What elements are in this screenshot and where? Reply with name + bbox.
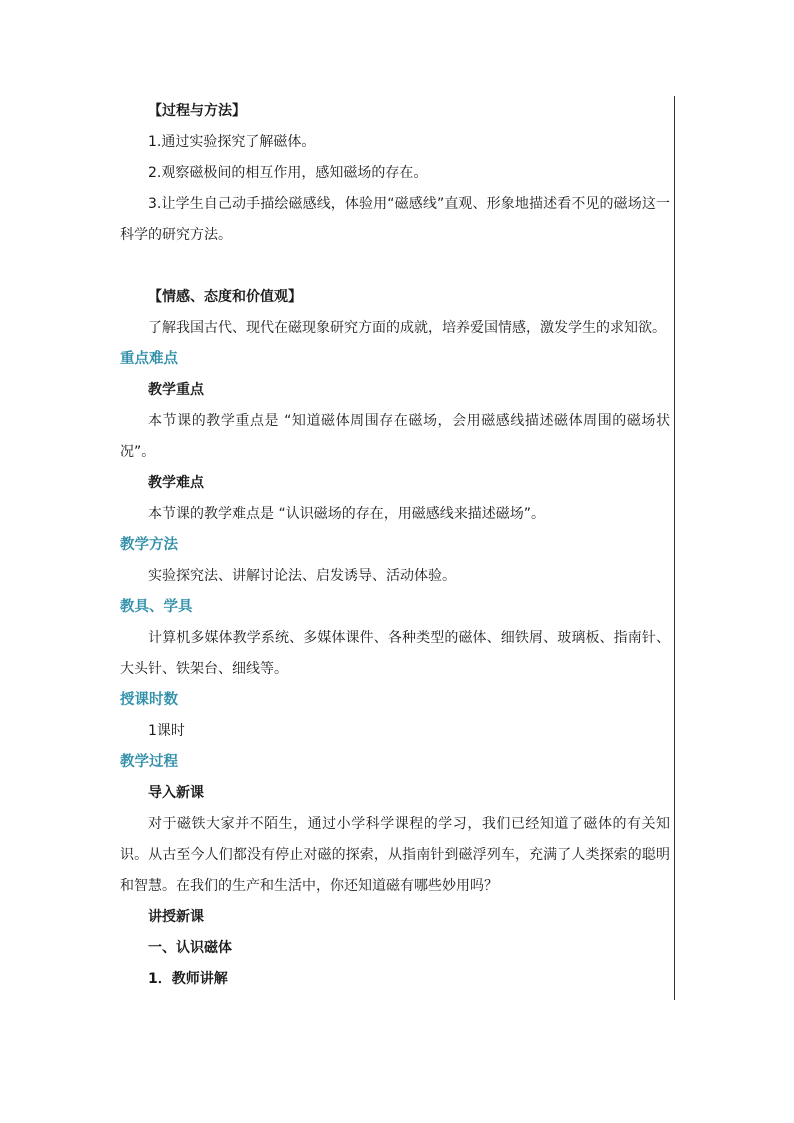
key-point-title: 教学重点 bbox=[148, 382, 204, 398]
heading-tools: 教具、学具 bbox=[120, 599, 193, 615]
intro-title: 导入新课 bbox=[148, 785, 204, 801]
difficult-point-text: 本节课的教学难点是 “认识磁场的存在，用磁感线来描述磁场”。 bbox=[148, 506, 545, 522]
heading-key-difficult: 重点难点 bbox=[120, 351, 178, 367]
emotion-title: 【情感、态度和价值观】 bbox=[148, 289, 302, 305]
subsection-1-1-title: 1．教师讲解 bbox=[148, 971, 228, 987]
document-body bbox=[120, 96, 670, 995]
method-text: 实验探究法、讲解讨论法、启发诱导、活动体验。 bbox=[148, 568, 456, 584]
emotion-text: 了解我国古代、现代在磁现象研究方面的成就，培养爱国情感，激发学生的求知欲。 bbox=[148, 320, 666, 336]
process-method-title: 【过程与方法】 bbox=[148, 103, 246, 119]
tools-text: 计算机多媒体教学系统、多媒体课件、各种类型的磁体、细铁屑、玻璃板、指南针、大头针、铁架台、细线等。 bbox=[120, 630, 670, 677]
process-method-item-3: 3.让学生自己动手描绘磁感线，体验用“磁感线”直观、形象地描述看不见的磁场这一科学的研究方法。 bbox=[120, 196, 670, 243]
process-method-item-1: 1.通过实验探究了解磁体。 bbox=[148, 134, 316, 150]
difficult-point-title: 教学难点 bbox=[148, 475, 204, 491]
intro-text: 对于磁铁大家并不陌生，通过小学科学课程的学习，我们已经知道了磁体的有关知识。从古至今人们都没有停止对磁的探索，从指南针到磁浮列车，充满了人类探索的聪明和智慧。在我们的生产和生活中，你还知道磁有哪些妙用吗？ bbox=[120, 816, 670, 894]
page-border-right bbox=[674, 96, 675, 1000]
heading-hours: 授课时数 bbox=[120, 692, 178, 708]
heading-process: 教学过程 bbox=[120, 754, 178, 770]
process-method-item-2: 2.观察磁极间的相互作用，感知磁场的存在。 bbox=[148, 165, 428, 181]
subsection-1-title: 一、认识磁体 bbox=[148, 940, 232, 956]
heading-method: 教学方法 bbox=[120, 537, 178, 553]
new-lesson-title: 讲授新课 bbox=[148, 909, 204, 925]
hours-text: 1课时 bbox=[148, 723, 185, 739]
spacer bbox=[120, 251, 670, 282]
key-point-text: 本节课的教学重点是 “知道磁体周围存在磁场，会用磁感线描述磁体周围的磁场状况”。 bbox=[120, 413, 670, 460]
